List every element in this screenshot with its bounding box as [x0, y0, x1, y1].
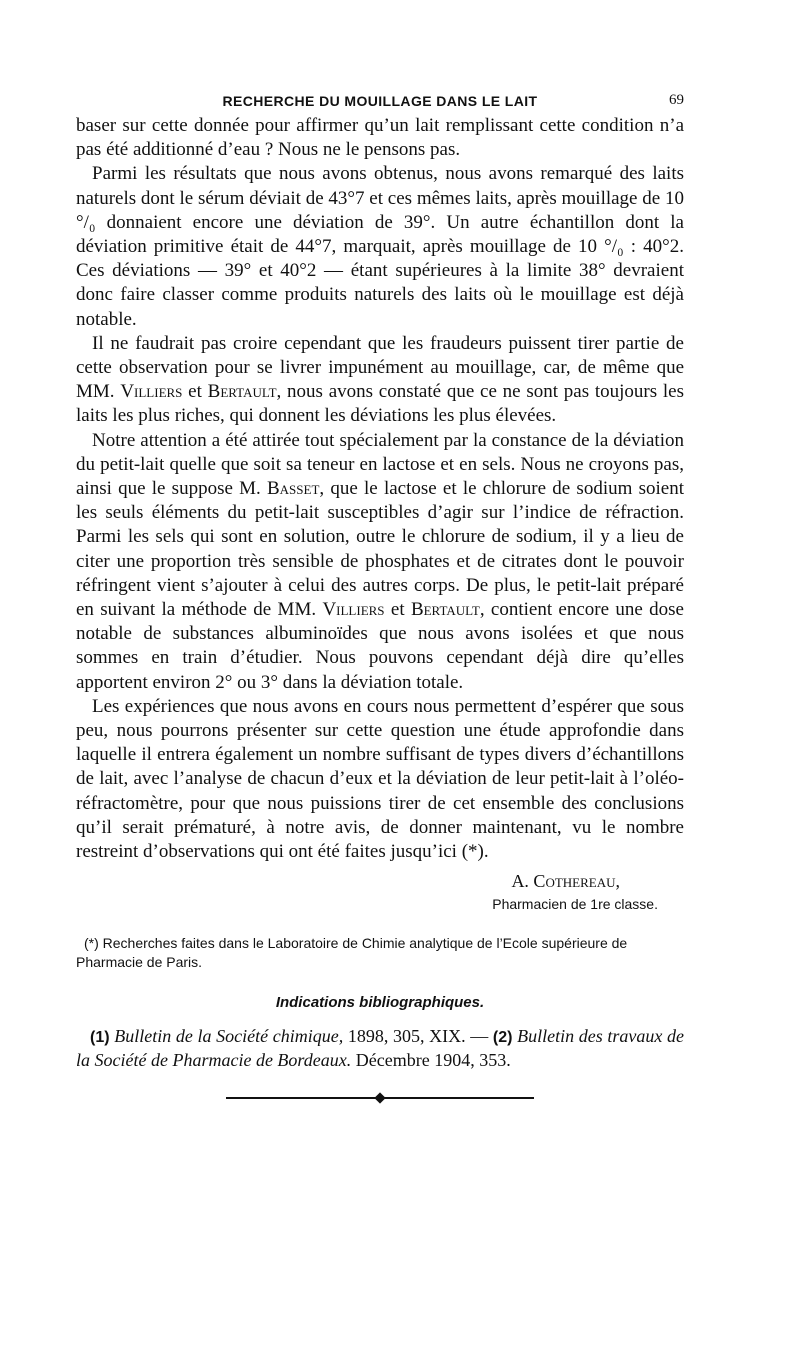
diamond-ornament-icon	[374, 1093, 385, 1104]
reference-2-number: (2)	[492, 1029, 513, 1047]
article-body	[76, 114, 684, 864]
paragraph-3-text-a: Il ne faudrait pas croire cependant que les fraudeurs puissent tirer partie de cette observation pour se livrer impunément au mouillage, car, de même que MM.	[76, 332, 684, 403]
paragraph-3-text-b: et	[182, 381, 208, 403]
paragraph-1: baser sur cette donnée pour affirmer qu’un lait remplissant cette condition n’a pas été additionné d’eau ? Nous ne le pensons pas.	[76, 115, 684, 161]
paragraph-4-text-d: , contient encore une dose notable de substances albuminoïdes que nous avons isolées et que nous sommes en train d’étudier. Nous pouvons cependant déjà dire qu’elles apportent environ 2° ou 3° dans la déviation totale.	[76, 599, 684, 693]
signature-name: A. Cothereau,	[511, 871, 620, 892]
signature-role: Pharmacien de 1re classe.	[492, 896, 658, 913]
author-name-basset: Basset	[266, 478, 320, 500]
author-name-villiers: Villiers	[120, 381, 183, 403]
footnote: (*) Recherches faites dans le Laboratoire de Chimie analytique de l’Ecole supérieure de Pharmacie de Paris.	[76, 935, 628, 971]
author-name-bertault: Bertault	[207, 381, 277, 403]
reference-1-title: Bulletin de la Société chimique,	[114, 1026, 344, 1047]
paragraph-4	[76, 429, 684, 695]
paragraph-3	[76, 332, 684, 429]
paragraph-5: Les expériences que nous avons en cours nous permettent d’espérer que sous peu, nous pourrons présenter sur cette question une étude approfondie dans laquelle il entrera également un nombre suffisant de types divers d’échantillons de lait, avec l’analyse de chacun d’eux et la déviation de leur petit-lait à l’oléo-réfractomètre, pour que nous puissions tirer de cet ensemble des conclusions qu’il serait prématuré, à notre avis, de donner maintenant, vu le nombre restreint d’observations qui ont été faites jusqu’ici (*).	[76, 695, 684, 863]
book-page	[76, 88, 684, 1102]
bibliography-heading: Indications bibliographiques.	[275, 994, 485, 1012]
paragraph-4-text-c: et	[384, 599, 411, 621]
signature-block	[76, 870, 684, 916]
bibliography-references	[76, 1025, 684, 1072]
paragraph-4-text-b: , que le lactose et le chlorure de sodium soient les seuls éléments du petit-lait susceptibles d’agir sur l’indice de réfraction. Parmi les sels qui sont en solution, outre le chlorure de sodium, il y a lieu de citer une proportion très sensible de phosphates et de citrates dont le pouvoir réfringent vient s’ajouter à celui des autres corps. De plus, le petit-lait préparé en suivant la méthode de MM.	[76, 478, 684, 621]
running-header	[76, 88, 684, 114]
paragraph-4-text-a: Notre attention a été attirée tout spécialement par la constance de la déviation du petit-lait quelle que soit sa teneur en lactose et en sels. Nous ne croyons pas, ainsi que le suppose M.	[76, 429, 684, 500]
author-name-villiers: Villiers	[322, 599, 385, 621]
author-name-bertault: Bertault	[410, 599, 480, 621]
paragraph-3-text-c: , nous avons constaté que ce ne sont pas toujours les laits les plus riches, qui donnent les déviations les plus élevées.	[76, 381, 685, 427]
paragraph-2: Parmi les résultats que nous avons obtenus, nous avons remarqué des laits naturels dont le sérum déviait de 43°7 et ces mêmes laits, après mouillage de 10 °/₀ donnaient encore une déviation de 39°. Un autre échantillon dont la déviation primitive était de 44°7, marquait, après mouillage de 10 °/₀ : 40°2. Ces déviations — 39° et 40°2 — étant supérieures à la limite 38° devraient donc faire classer comme produits naturels des laits où le mouillage est déjà notable.	[76, 163, 684, 330]
running-title: RECHERCHE DU MOUILLAGE DANS LE LAIT	[222, 93, 538, 109]
ornament-rule-right	[384, 1097, 534, 1099]
reference-1-details: 1898, 305, XIX. —	[343, 1026, 493, 1047]
reference-1-number: (1)	[90, 1029, 110, 1047]
end-ornament	[76, 1094, 684, 1102]
reference-2-details: Décembre 1904, 353.	[351, 1050, 511, 1071]
reference-2-title: Bulletin des travaux de la Société de Pharmacie de Bordeaux.	[76, 1026, 684, 1071]
page-number: 69	[669, 92, 684, 108]
ornament-rule-left	[226, 1097, 376, 1099]
